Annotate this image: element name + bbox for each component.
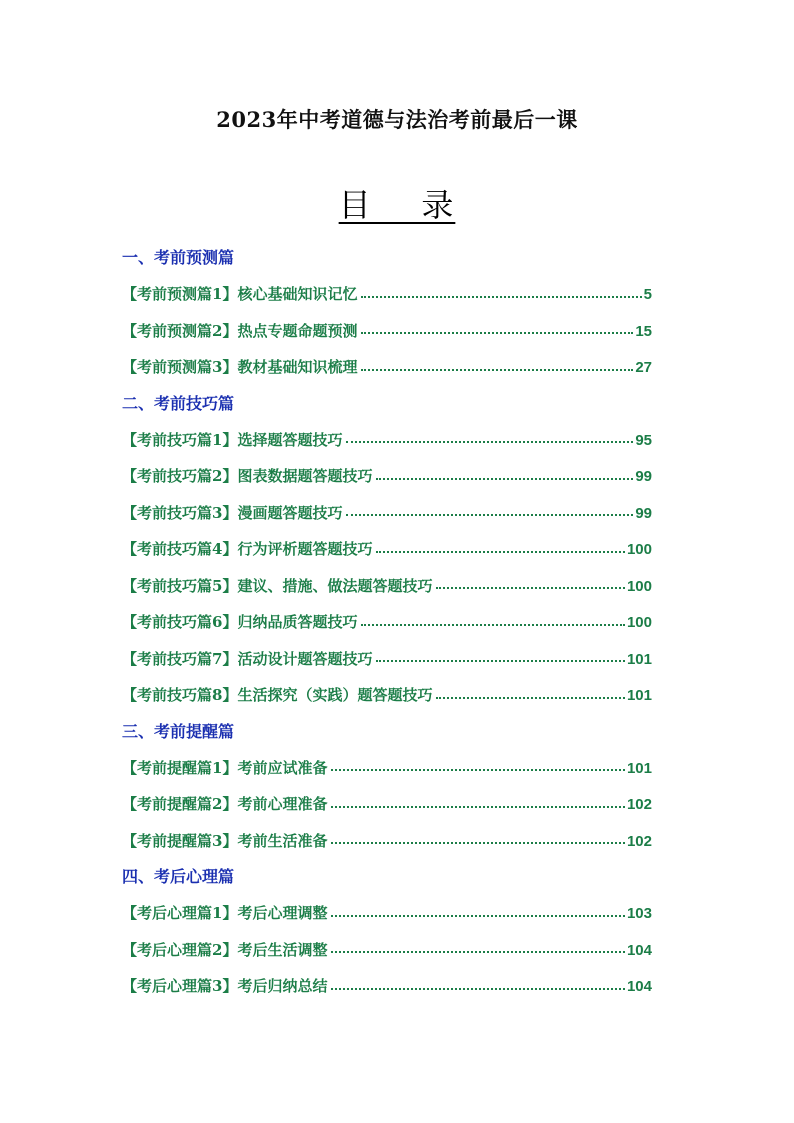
toc-entry[interactable]: [122, 458, 652, 495]
toc-entry[interactable]: [122, 568, 652, 605]
toc-entry[interactable]: [122, 495, 652, 532]
toc-dot-leader: [376, 551, 625, 553]
toc-entry-label: 【考前技巧篇6】归纳品质答题技巧: [122, 613, 358, 631]
toc-section-heading[interactable]: 三、考前提醒篇: [122, 721, 235, 741]
toc-entry[interactable]: [122, 276, 652, 313]
toc-page-number: 95: [635, 431, 652, 449]
toc-entry[interactable]: [122, 895, 652, 932]
toc-page-number: 101: [626, 650, 652, 668]
toc-entry-label: 【考前预测篇3】教材基础知识梳理: [122, 358, 358, 376]
toc-entry[interactable]: [122, 823, 652, 860]
toc-entry-label: 【考前技巧篇2】图表数据题答题技巧: [122, 467, 373, 485]
toc-heading: [0, 180, 794, 226]
toc-entry-label: 【考前技巧篇5】建议、措施、做法题答题技巧: [122, 576, 433, 595]
toc-entry[interactable]: [122, 531, 652, 568]
toc-dot-leader: [331, 806, 625, 808]
toc-section-heading[interactable]: 二、考前技巧篇: [122, 393, 235, 413]
toc-entry[interactable]: [122, 641, 652, 678]
toc-page-number: 104: [626, 978, 652, 995]
toc-dot-leader: [361, 296, 641, 298]
toc-entry-label: 【考前技巧篇1】选择题答题技巧: [122, 430, 343, 449]
toc-dot-leader: [361, 332, 633, 334]
toc-entry[interactable]: [122, 422, 652, 459]
toc-entry-label: 【考前提醒篇3】考前生活准备: [122, 831, 328, 850]
toc-entry-label: 【考后心理篇3】考后归纳总结: [122, 977, 328, 995]
toc-dot-leader: [331, 988, 625, 990]
toc-dot-leader: [436, 587, 625, 589]
toc-page-number: 99: [635, 468, 652, 485]
toc-page-number: 100: [626, 541, 652, 558]
toc-entry[interactable]: [122, 677, 652, 714]
toc-entry-label: 【考前预测篇2】热点专题命题预测: [122, 321, 358, 340]
toc-dot-leader: [361, 624, 625, 626]
toc-dot-leader: [331, 915, 625, 917]
toc-entry[interactable]: [122, 786, 652, 823]
toc-entry-label: 【考前提醒篇2】考前心理准备: [122, 795, 328, 813]
toc-entry-label: 【考前技巧篇3】漫画题答题技巧: [122, 503, 343, 522]
toc-page-number: 5: [643, 286, 652, 303]
toc-section-heading[interactable]: 四、考后心理篇: [122, 867, 235, 886]
toc-entry[interactable]: [122, 604, 652, 641]
toc-entry-label: 【考后心理篇2】考后生活调整: [122, 940, 328, 959]
toc-entry-label: 【考前技巧篇8】生活探究（实践）题答题技巧: [122, 686, 433, 704]
toc-page-number: 100: [626, 614, 652, 631]
toc-entry-label: 【考前提醒篇1】考前应试准备: [122, 758, 328, 777]
toc-entry-label: 【考后心理篇1】考后心理调整: [122, 904, 328, 922]
toc-entry-label: 【考前预测篇1】核心基础知识记忆: [122, 285, 358, 303]
toc-entry[interactable]: [122, 932, 652, 969]
toc-page-number: 102: [626, 832, 652, 850]
toc-dot-leader: [346, 514, 633, 516]
toc-entry[interactable]: [122, 349, 652, 386]
toc-heading-text: 目 录: [338, 186, 456, 224]
toc-entry-label: 【考前技巧篇7】活动设计题答题技巧: [122, 649, 373, 668]
toc-section-heading[interactable]: 一、考前预测篇: [122, 248, 235, 267]
toc-page-number: 102: [626, 796, 652, 813]
toc-page-number: 104: [626, 941, 652, 959]
toc-dot-leader: [376, 478, 633, 480]
toc-dot-leader: [331, 769, 625, 771]
toc-page-number: 101: [626, 759, 652, 777]
document-title: 2023年中考道德与法治考前最后一课: [216, 107, 578, 132]
toc-page-number: 103: [626, 905, 652, 922]
toc-dot-leader: [331, 951, 625, 953]
toc-dot-leader: [346, 441, 633, 443]
toc-entry-label: 【考前技巧篇4】行为评析题答题技巧: [122, 540, 373, 558]
toc-entry[interactable]: [122, 313, 652, 350]
toc-dot-leader: [331, 842, 625, 844]
toc-dot-leader: [376, 660, 625, 662]
toc-dot-leader: [361, 369, 633, 371]
toc-page-number: 15: [635, 322, 652, 340]
table-of-contents: [122, 240, 652, 1005]
toc-page-number: 99: [635, 504, 652, 522]
toc-page-number: 101: [626, 687, 652, 704]
toc-dot-leader: [436, 697, 625, 699]
toc-entry[interactable]: [122, 968, 652, 1005]
toc-entry[interactable]: [122, 750, 652, 787]
toc-page-number: 27: [635, 359, 652, 376]
toc-page-number: 100: [626, 577, 652, 595]
